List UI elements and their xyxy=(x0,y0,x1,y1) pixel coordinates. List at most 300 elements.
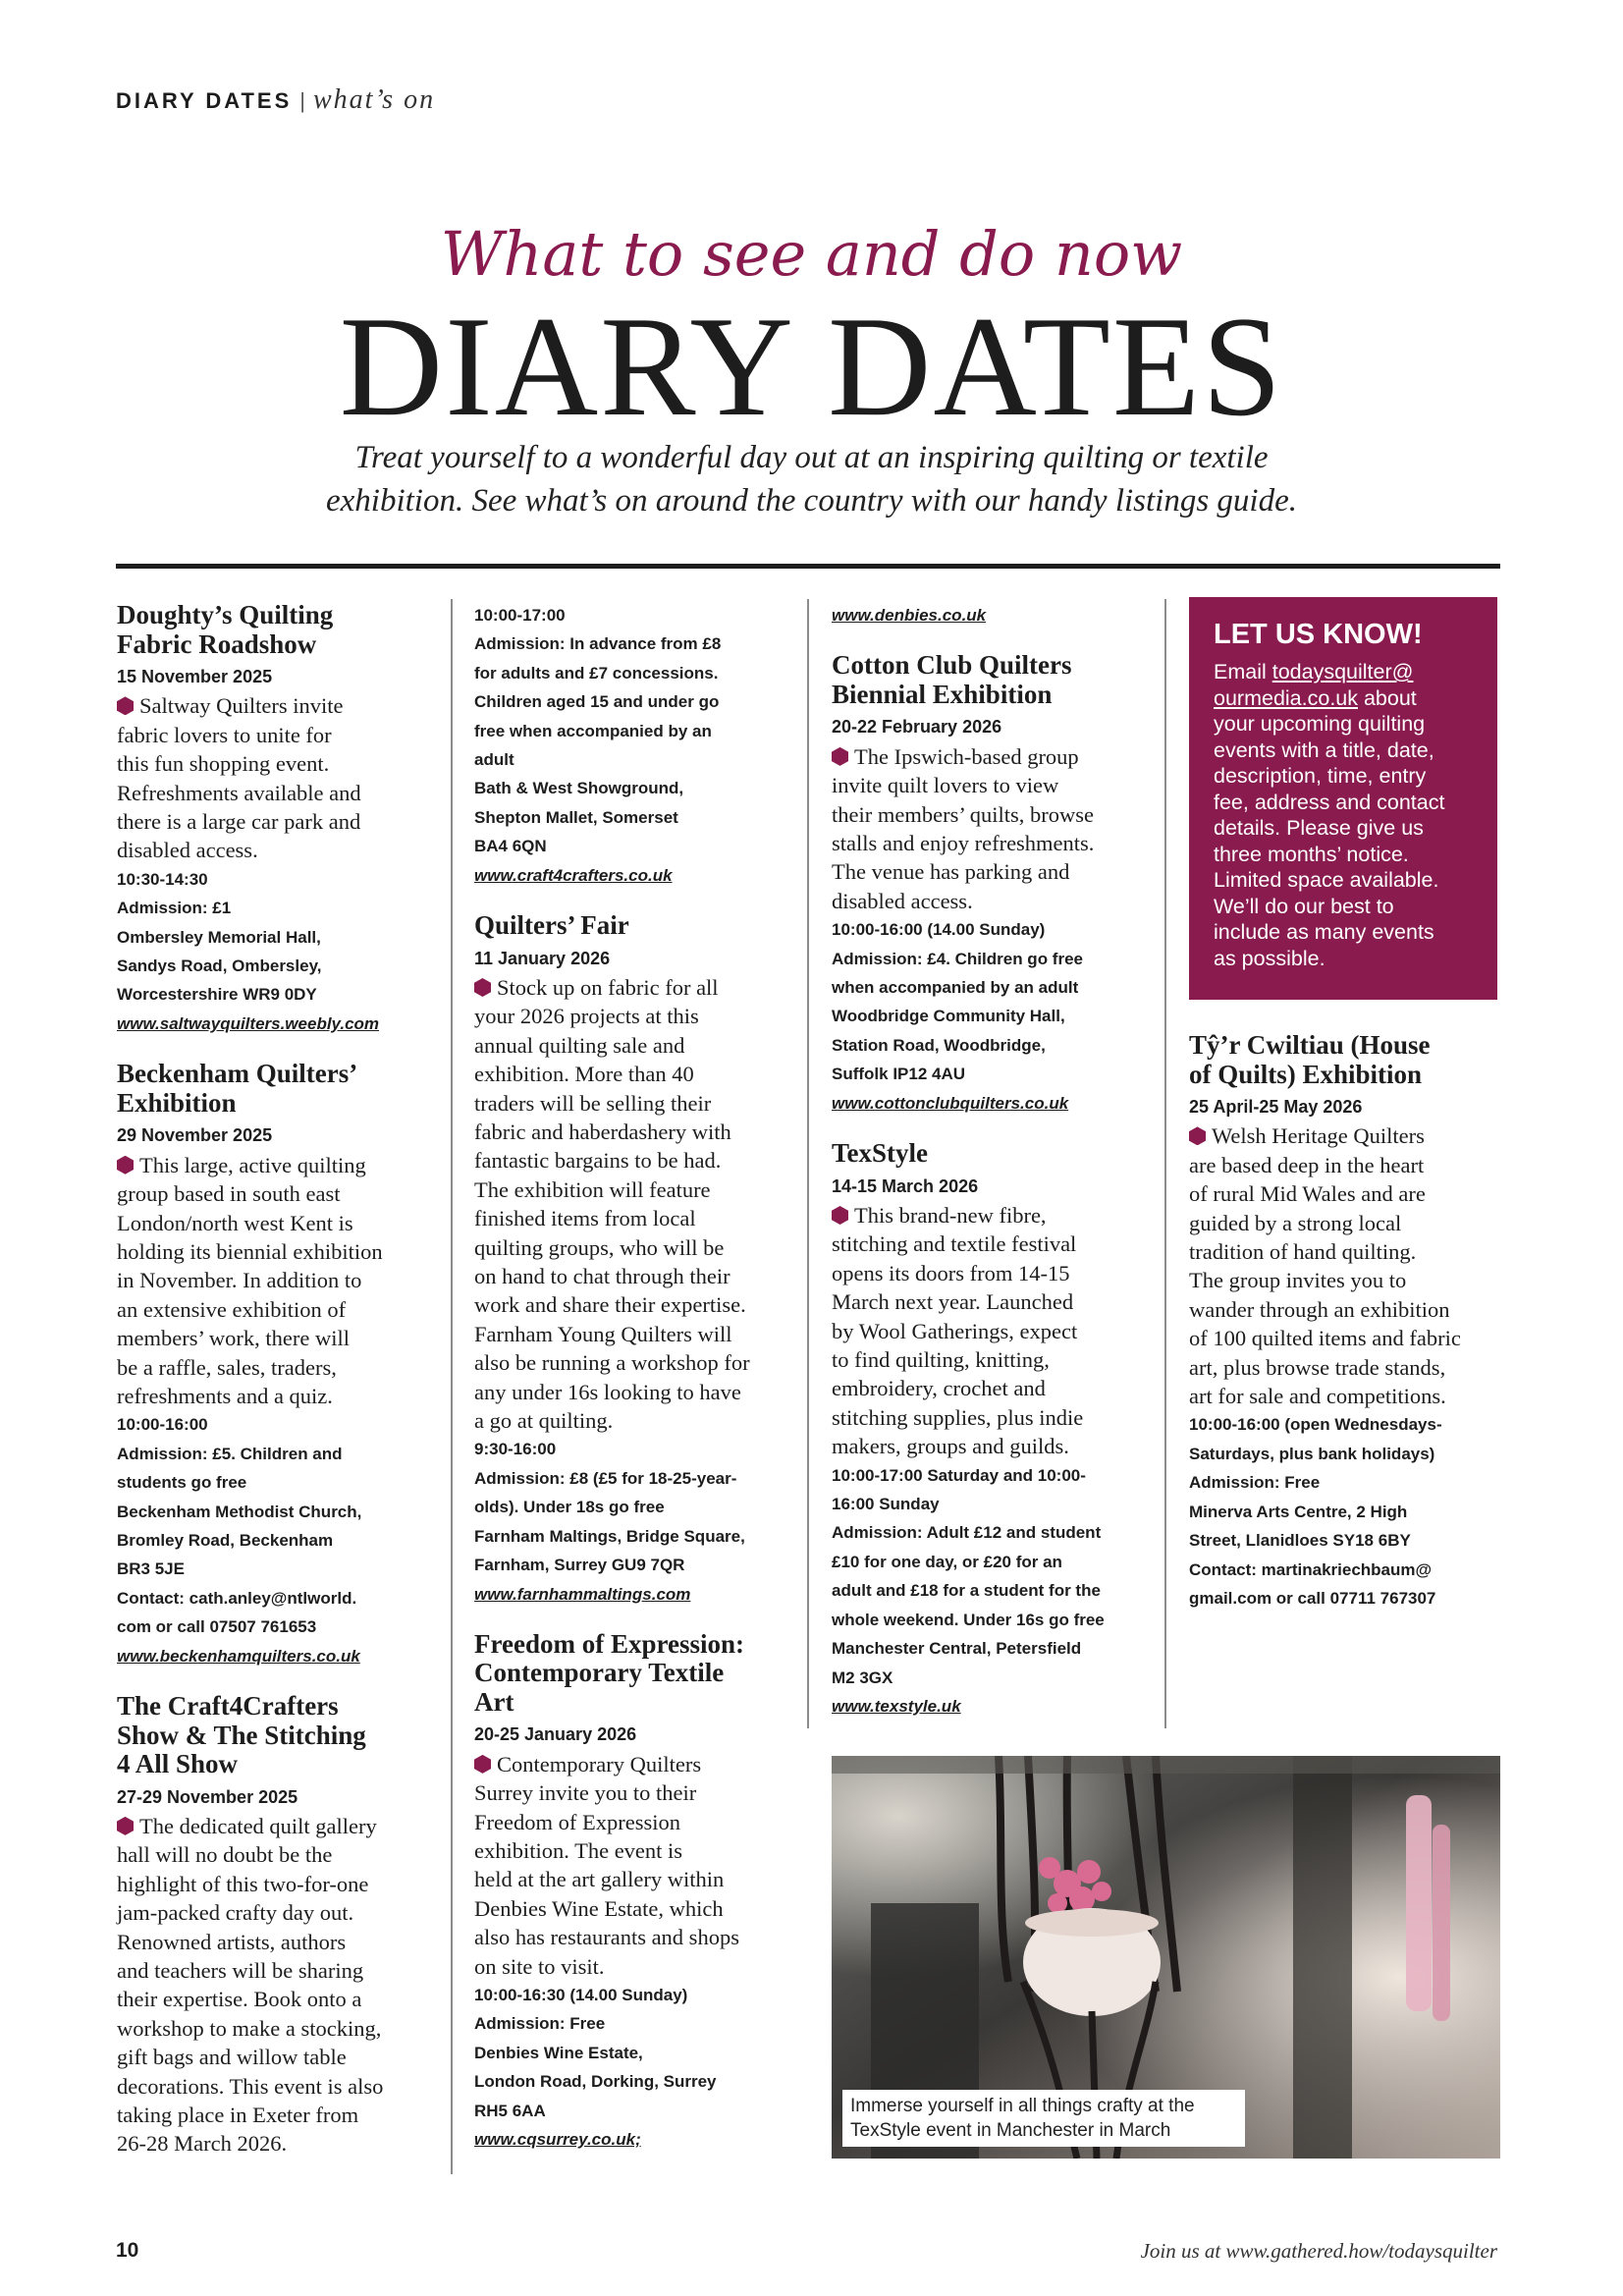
event-website-link[interactable]: www.saltwayquilters.weebly.com xyxy=(117,1013,380,1033)
description-text: a go at quilting. xyxy=(474,1408,614,1434)
let-us-know-line: as possible. xyxy=(1214,946,1325,970)
spacer xyxy=(832,629,1151,651)
description-line xyxy=(474,1952,793,1981)
description-text: The Ipswich-based group xyxy=(854,743,1079,769)
event-detail: Children aged 15 and under go xyxy=(474,692,720,712)
description-line xyxy=(117,1324,431,1352)
event-detail: adult xyxy=(474,750,514,770)
description-line xyxy=(1189,1382,1503,1410)
caption-line: TexStyle event in Manchester in March xyxy=(850,2120,1171,2141)
description-text: be a raffle, sales, traders, xyxy=(117,1354,337,1380)
description-text: guided by a strong local xyxy=(1189,1210,1402,1235)
description-text: March next year. Launched xyxy=(832,1289,1074,1315)
description-line xyxy=(474,1204,793,1232)
hexagon-bullet-icon xyxy=(117,696,134,715)
description-line xyxy=(117,691,431,720)
description-line xyxy=(832,1287,1151,1316)
description-line xyxy=(117,1898,431,1927)
description-line xyxy=(474,1378,793,1406)
event-title-line: Biennial Exhibition xyxy=(832,679,1053,709)
let-us-know-text xyxy=(1214,686,1444,970)
description-text: their expertise. Book onto a xyxy=(117,1987,362,2012)
hexagon-bullet-icon xyxy=(832,747,848,766)
description-text: decorations. This event is also xyxy=(117,2073,384,2099)
description-line xyxy=(117,2072,431,2101)
description-line xyxy=(117,1812,431,1840)
hexagon-bullet-icon xyxy=(117,1817,134,1835)
description-line xyxy=(474,1002,793,1030)
description-line xyxy=(474,1865,793,1893)
description-line xyxy=(117,807,431,836)
event-detail: Saturdays, plus bank holidays) xyxy=(1189,1444,1435,1463)
event-detail: BA4 6QN xyxy=(474,837,547,856)
description-text: workshop to make a stocking, xyxy=(117,2015,382,2041)
let-us-know-line: We’ll do our best to xyxy=(1214,894,1394,918)
event-title xyxy=(474,911,793,941)
event-detail: Admission: Free xyxy=(474,2014,606,2034)
description-text: Welsh Heritage Quilters xyxy=(1212,1123,1425,1149)
event-date: 20-22 February 2026 xyxy=(832,717,1002,738)
description-line xyxy=(474,1262,793,1290)
kicker: What to see and do now xyxy=(440,218,1183,290)
event-detail: Manchester Central, Petersfield xyxy=(832,1639,1082,1659)
description-line xyxy=(832,742,1151,771)
description-text: of 100 quilted items and fabric xyxy=(1189,1326,1461,1351)
event-detail: M2 3GX xyxy=(832,1667,893,1687)
event-title xyxy=(117,1692,431,1779)
description-text: stitching supplies, plus indie xyxy=(832,1404,1084,1430)
event-title xyxy=(474,1630,793,1718)
description-line xyxy=(1189,1237,1503,1266)
event-detail: Sandys Road, Ombersley, xyxy=(117,957,322,976)
event-detail: Contact: cath.anley@ntlworld. xyxy=(117,1588,357,1608)
description-line xyxy=(117,1353,431,1382)
description-line xyxy=(1189,1353,1503,1382)
description-text: finished items from local xyxy=(474,1206,696,1231)
event-date: 20-25 January 2026 xyxy=(474,1724,637,1745)
description-line xyxy=(1189,1324,1503,1352)
event-listing xyxy=(117,601,431,1038)
let-us-know-line: three months’ notice. xyxy=(1214,842,1409,866)
event-detail: adult and £18 for a student for the xyxy=(832,1581,1101,1601)
event-title-line: The Craft4Crafters xyxy=(117,1691,339,1721)
event-website-link[interactable]: www.cottonclubquilters.co.uk xyxy=(832,1093,1069,1113)
description-line xyxy=(474,1089,793,1118)
event-detail: Contact: martinakriechbaum@ xyxy=(1189,1559,1433,1579)
description-text: stalls and enjoy refreshments. xyxy=(832,831,1095,856)
page-title: DIARY DATES xyxy=(339,287,1284,446)
description-line xyxy=(117,1928,431,1956)
event-detail: 10:00-16:00 (14.00 Sunday) xyxy=(832,920,1046,940)
description-text: by Wool Gatherings, expect xyxy=(832,1318,1078,1343)
description-line xyxy=(117,721,431,749)
event-detail: Admission: Adult £12 and student xyxy=(832,1523,1102,1543)
description-text: on hand to chat through their xyxy=(474,1264,730,1289)
description-text: exhibition. More than 40 xyxy=(474,1062,694,1087)
event-detail: Farnham, Surrey GU9 7QR xyxy=(474,1556,685,1575)
hexagon-bullet-icon xyxy=(474,1755,491,1774)
description-text: Saltway Quilters invite xyxy=(139,693,344,719)
event-title-line: Cotton Club Quilters xyxy=(832,650,1072,681)
event-detail: 10:00-16:00 xyxy=(117,1415,208,1435)
description-line xyxy=(474,1320,793,1348)
description-text: 26-28 March 2026. xyxy=(117,2131,288,2157)
event-title-line: Art xyxy=(474,1686,514,1717)
description-line xyxy=(832,829,1151,857)
event-title-line: Beckenham Quilters’ xyxy=(117,1059,358,1089)
description-text: art for sale and competitions. xyxy=(1189,1384,1446,1409)
description-line xyxy=(832,1201,1151,1230)
event-date: 14-15 March 2026 xyxy=(832,1175,979,1196)
event-description xyxy=(1189,1121,1503,1410)
description-text: gift bags and willow table xyxy=(117,2045,347,2070)
email-link[interactable]: ourmedia.co.uk xyxy=(1214,685,1358,710)
event-detail: Admission: £1 xyxy=(117,899,232,918)
event-detail: Ombersley Memorial Hall, xyxy=(117,927,321,947)
event-detail: Beckenham Methodist Church, xyxy=(117,1502,362,1521)
description-line xyxy=(1189,1121,1503,1150)
description-line xyxy=(474,1406,793,1435)
event-detail: 10:00-17:00 Saturday and 10:00- xyxy=(832,1465,1086,1485)
event-title xyxy=(832,651,1151,709)
spacer xyxy=(117,1038,431,1060)
event-title xyxy=(117,601,431,659)
event-detail: Station Road, Woodbridge, xyxy=(832,1035,1046,1055)
description-text: art, plus browse trade stands, xyxy=(1189,1354,1446,1380)
email-link[interactable]: todaysquilter@ xyxy=(1271,660,1414,683)
description-text: there is a large car park and xyxy=(117,809,361,835)
event-title xyxy=(117,1060,431,1118)
event-detail: when accompanied by an adult xyxy=(832,978,1079,998)
let-us-know-line: fee, address and contact xyxy=(1214,790,1445,814)
description-text: makers, groups and guilds. xyxy=(832,1434,1069,1459)
description-line xyxy=(474,1060,793,1088)
description-line xyxy=(117,1209,431,1237)
top-rule xyxy=(116,564,1500,569)
caption-line: Immerse yourself in all things crafty at the xyxy=(850,2096,1195,2116)
description-text: are based deep in the heart xyxy=(1189,1152,1425,1177)
event-detail: gmail.com or call 07711 767307 xyxy=(1189,1588,1436,1608)
description-line xyxy=(474,1175,793,1204)
description-line xyxy=(117,1382,431,1410)
column-rule xyxy=(1164,599,1166,1728)
description-text: in November. In addition to xyxy=(117,1268,362,1293)
description-text: Surrey invite you to their xyxy=(474,1780,697,1806)
description-line xyxy=(832,1230,1151,1258)
description-line xyxy=(832,800,1151,829)
description-text: This large, active quilting xyxy=(139,1152,366,1177)
description-text: holding its biennial exhibition xyxy=(117,1238,383,1264)
description-text: of rural Mid Wales and are xyxy=(1189,1181,1426,1207)
description-text: taking place in Exeter from xyxy=(117,2102,359,2127)
description-text: their members’ quilts, browse xyxy=(832,801,1095,827)
description-text: The venue has parking and xyxy=(832,859,1070,885)
event-detail: £10 for one day, or £20 for an xyxy=(832,1552,1062,1571)
spacer xyxy=(117,1670,431,1692)
description-text: Freedom of Expression xyxy=(474,1809,680,1834)
description-line xyxy=(832,887,1151,915)
column-3 xyxy=(832,601,1151,1721)
description-line xyxy=(474,1146,793,1175)
description-text: also be running a workshop for xyxy=(474,1350,750,1376)
event-title-line: Freedom of Expression: xyxy=(474,1628,744,1659)
footer-credit: Join us at www.gathered.how/todaysquilter xyxy=(1140,2239,1497,2263)
description-text: disabled access. xyxy=(117,838,258,863)
standfirst-line: Treat yourself to a wonderful day out at an inspiring quilting or textile xyxy=(354,440,1269,475)
event-detail: Admission: £4. Children go free xyxy=(832,949,1083,968)
event-date: 15 November 2025 xyxy=(117,667,273,686)
column-1 xyxy=(117,601,431,2159)
running-head xyxy=(116,84,435,116)
description-text: highlight of this two-for-one xyxy=(117,1871,369,1896)
event-detail: Worcestershire WR9 0DY xyxy=(117,985,317,1005)
hexagon-bullet-icon xyxy=(117,1156,134,1175)
description-line xyxy=(474,1894,793,1923)
description-line xyxy=(117,2101,431,2129)
description-line xyxy=(117,1295,431,1324)
description-text: embroidery, crochet and xyxy=(832,1376,1046,1401)
event-detail: 10:00-16:30 (14.00 Sunday) xyxy=(474,1986,688,2005)
subsection-label: what’s on xyxy=(313,84,436,115)
event-detail: London Road, Dorking, Surrey xyxy=(474,2072,717,2092)
description-text: group based in south east xyxy=(117,1181,341,1207)
description-line xyxy=(1189,1151,1503,1179)
description-line xyxy=(117,779,431,807)
event-detail: 10:30-14:30 xyxy=(117,869,208,889)
description-text: fabric and haberdashery with xyxy=(474,1120,731,1144)
description-line xyxy=(117,1266,431,1294)
event-listing xyxy=(474,1630,793,2155)
description-text: held at the art gallery within xyxy=(474,1867,725,1892)
event-website-link[interactable]: www.denbies.co.uk xyxy=(832,606,987,625)
description-text: Renowned artists, authors xyxy=(117,1929,347,1954)
description-text: any under 16s looking to have xyxy=(474,1379,741,1404)
event-detail: olds). Under 18s go free xyxy=(474,1498,665,1517)
hexagon-bullet-icon xyxy=(1189,1126,1206,1145)
description-line xyxy=(117,1840,431,1869)
event-listing xyxy=(117,1060,431,1670)
event-detail: Admission: In advance from £8 xyxy=(474,634,722,654)
event-detail: BR3 5JE xyxy=(117,1559,185,1579)
description-line xyxy=(474,1923,793,1951)
description-line xyxy=(117,2043,431,2071)
let-us-know-line: your upcoming quilting xyxy=(1214,712,1426,736)
hexagon-bullet-icon xyxy=(474,978,491,997)
event-title-line: 4 All Show xyxy=(117,1749,239,1778)
event-website-link[interactable]: www.cqsurrey.co.uk; xyxy=(474,2130,641,2150)
event-detail: whole weekend. Under 16s go free xyxy=(832,1610,1105,1629)
description-line xyxy=(117,1870,431,1898)
event-listing xyxy=(1189,1031,1503,1613)
description-text: The dedicated quilt gallery xyxy=(139,1813,377,1838)
event-detail: Shepton Mallet, Somerset xyxy=(474,807,678,827)
event-detail: Admission: Free xyxy=(1189,1473,1321,1493)
description-text: The group invites you to xyxy=(1189,1268,1407,1293)
description-line xyxy=(474,973,793,1002)
event-detail: 16:00 Sunday xyxy=(832,1495,940,1514)
event-date: 27-29 November 2025 xyxy=(117,1786,298,1807)
description-text: The exhibition will feature xyxy=(474,1176,711,1202)
let-us-know-title: LET US KNOW! xyxy=(1214,619,1423,650)
event-detail: Admission: £8 (£5 for 18-25-year- xyxy=(474,1468,737,1488)
description-text: work and share their expertise. xyxy=(474,1292,746,1318)
description-line xyxy=(474,1836,793,1865)
description-line xyxy=(832,1374,1151,1402)
standfirst xyxy=(216,436,1407,522)
event-title-line: Fabric Roadshow xyxy=(117,629,317,659)
event-detail: 10:00-16:00 (open Wednesdays- xyxy=(1189,1415,1442,1435)
description-line xyxy=(1189,1295,1503,1324)
event-listing xyxy=(832,651,1151,1118)
description-line xyxy=(832,1345,1151,1374)
description-line xyxy=(117,1956,431,1985)
event-website-link[interactable]: www.beckenhamquilters.co.uk xyxy=(117,1646,360,1666)
description-text: on site to visit. xyxy=(474,1953,605,1979)
let-us-know-line: Limited space available. xyxy=(1214,868,1439,892)
let-us-know-lead: Email xyxy=(1214,660,1272,683)
event-detail: Bromley Road, Beckenham xyxy=(117,1530,334,1550)
event-date: 29 November 2025 xyxy=(117,1125,273,1146)
description-text: traders will be selling their xyxy=(474,1090,712,1116)
description-line xyxy=(832,1403,1151,1432)
event-website-link[interactable]: www.farnhammaltings.com xyxy=(474,1584,691,1604)
event-description xyxy=(474,973,793,1436)
description-line xyxy=(474,1233,793,1262)
description-text: This brand-new fibre, xyxy=(854,1203,1047,1228)
description-text: this fun shopping event. xyxy=(117,751,330,777)
event-title-line: Exhibition xyxy=(117,1087,237,1118)
description-line xyxy=(832,857,1151,886)
event-title xyxy=(832,1139,1151,1169)
spacer xyxy=(832,1118,1151,1139)
event-detail: free when accompanied by an xyxy=(474,721,712,740)
let-us-know-box xyxy=(1189,597,1497,1000)
event-title-line: Doughty’s Quilting xyxy=(117,600,334,629)
event-detail: 10:00-17:00 xyxy=(474,606,566,625)
description-text: fantastic bargains to be had. xyxy=(474,1148,722,1174)
spacer xyxy=(474,1609,793,1630)
hexagon-bullet-icon xyxy=(832,1206,848,1225)
description-text: fabric lovers to unite for xyxy=(117,722,332,747)
event-title-line: Show & The Stitching xyxy=(117,1720,366,1750)
event-detail: 9:30-16:00 xyxy=(474,1440,557,1459)
event-detail: Admission: £5. Children and xyxy=(117,1444,343,1463)
event-detail: Woodbridge Community Hall, xyxy=(832,1007,1065,1026)
event-detail: com or call 07507 761653 xyxy=(117,1617,317,1637)
description-text: Refreshments available and xyxy=(117,780,361,805)
event-title-line: TexStyle xyxy=(832,1138,929,1169)
event-detail: RH5 6AA xyxy=(474,2101,546,2120)
column-4 xyxy=(1189,1031,1503,1613)
description-text: Farnham Young Quilters will xyxy=(474,1321,732,1346)
event-detail: for adults and £7 concessions. xyxy=(474,663,719,683)
description-text: your 2026 projects at this xyxy=(474,1004,699,1029)
description-text: hall will no doubt be the xyxy=(117,1842,333,1868)
header-separator: | xyxy=(299,88,305,113)
event-description xyxy=(474,1750,793,1981)
let-us-know-line: description, time, entry xyxy=(1214,764,1427,788)
event-title-line: Quilters’ Fair xyxy=(474,910,629,941)
let-us-know-body xyxy=(1214,659,1478,971)
event-detail: Street, Llanidloes SY18 6BY xyxy=(1189,1531,1411,1551)
column-rule xyxy=(451,599,453,2174)
description-text: refreshments and a quiz. xyxy=(117,1383,333,1408)
description-line xyxy=(117,2014,431,2043)
event-description xyxy=(117,1151,431,1411)
event-title-line: Contemporary Textile xyxy=(474,1658,725,1688)
description-line xyxy=(117,1985,431,2013)
event-website-link[interactable]: www.craft4crafters.co.uk xyxy=(474,865,673,885)
description-text: jam-packed crafty day out. xyxy=(117,1900,354,1926)
description-text: to find quilting, knitting, xyxy=(832,1347,1050,1373)
description-line xyxy=(1189,1179,1503,1208)
description-text: stitching and textile festival xyxy=(832,1231,1077,1257)
event-description xyxy=(117,691,431,864)
description-text: Denbies Wine Estate, which xyxy=(474,1895,724,1921)
event-detail: Suffolk IP12 4AU xyxy=(832,1065,966,1084)
description-line xyxy=(117,2129,431,2158)
description-line xyxy=(474,1808,793,1836)
description-line xyxy=(1189,1209,1503,1237)
description-text: and teachers will be sharing xyxy=(117,1957,364,1983)
event-title-line: Tŷ’r Cwiltiau (House xyxy=(1189,1030,1431,1060)
description-line xyxy=(832,1317,1151,1345)
event-date: 11 January 2026 xyxy=(474,948,611,968)
description-line xyxy=(474,1750,793,1778)
description-text: wander through an exhibition xyxy=(1189,1296,1450,1322)
description-text: also has restaurants and shops xyxy=(474,1925,739,1950)
event-listing xyxy=(474,911,793,1609)
let-us-know-line: events with a title, date, xyxy=(1214,738,1434,762)
event-title xyxy=(1189,1031,1503,1089)
event-detail: Denbies Wine Estate, xyxy=(474,2043,643,2062)
description-line xyxy=(117,836,431,864)
photo-caption xyxy=(842,2090,1245,2147)
description-line xyxy=(117,749,431,778)
event-description xyxy=(832,1201,1151,1461)
description-text: Stock up on fabric for all xyxy=(497,974,719,1000)
description-text: opens its doors from 14-15 xyxy=(832,1260,1070,1285)
description-line xyxy=(474,1348,793,1377)
spacer xyxy=(474,890,793,911)
description-text: members’ work, there will xyxy=(117,1326,351,1351)
description-text: London/north west Kent is xyxy=(117,1210,353,1235)
event-description xyxy=(832,742,1151,915)
page-number: 10 xyxy=(116,2239,139,2262)
event-detail: Minerva Arts Centre, 2 High xyxy=(1189,1502,1408,1521)
description-text: quilting groups, who will be xyxy=(474,1234,725,1260)
event-description xyxy=(117,1812,431,2159)
event-detail: Farnham Maltings, Bridge Square, xyxy=(474,1526,745,1546)
event-listing xyxy=(117,1692,431,2159)
description-line xyxy=(474,1031,793,1060)
description-line xyxy=(832,1432,1151,1460)
event-detail: Bath & West Showground, xyxy=(474,779,684,798)
description-text: annual quilting sale and xyxy=(474,1032,685,1058)
event-listing xyxy=(832,1139,1151,1721)
description-line xyxy=(474,1290,793,1319)
description-text: tradition of hand quilting. xyxy=(1189,1239,1417,1265)
description-line xyxy=(832,1259,1151,1287)
description-line xyxy=(474,1118,793,1146)
description-text: invite quilt lovers to view xyxy=(832,773,1059,798)
description-line xyxy=(1189,1266,1503,1294)
column-rule xyxy=(807,599,809,1728)
let-us-know-line: details. Please give us xyxy=(1214,816,1424,840)
description-line xyxy=(117,1179,431,1208)
event-website-link[interactable]: www.texstyle.uk xyxy=(832,1696,961,1716)
description-line xyxy=(117,1151,431,1179)
